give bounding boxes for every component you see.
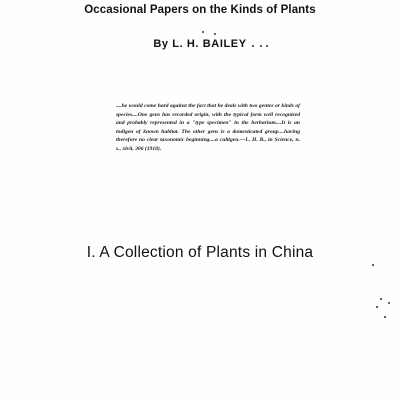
- author-line: By L. H. BAILEY: [153, 38, 247, 50]
- chapter-title: I. A Collection of Plants in China: [86, 244, 314, 261]
- ink-speck: [384, 316, 386, 318]
- series-title: Occasional Papers on the Kinds of Plants: [84, 4, 316, 16]
- ink-speck: [252, 45, 254, 47]
- ink-speck: [266, 45, 268, 47]
- ink-speck: [214, 33, 216, 35]
- ink-speck: [372, 264, 374, 266]
- ink-speck: [380, 298, 382, 300]
- ink-speck: [260, 45, 262, 47]
- ink-speck: [388, 302, 390, 304]
- ink-speck: [202, 31, 204, 33]
- ink-speck: [376, 306, 378, 308]
- epigraph-quote: ....he would come hard against the fact that he deals with two gentes or kinds of species....One gens has recorded origin, with the typical form well recognized and probably represented in a "type specimen" in the herbarium....It is an indigen of known habitat. The other gens is a domesticated group....having therefore no clear taxonomic beginning....a cultigen.—L. H. B., in Science, n. s., xlvii, 306 (1918).: [116, 103, 300, 152]
